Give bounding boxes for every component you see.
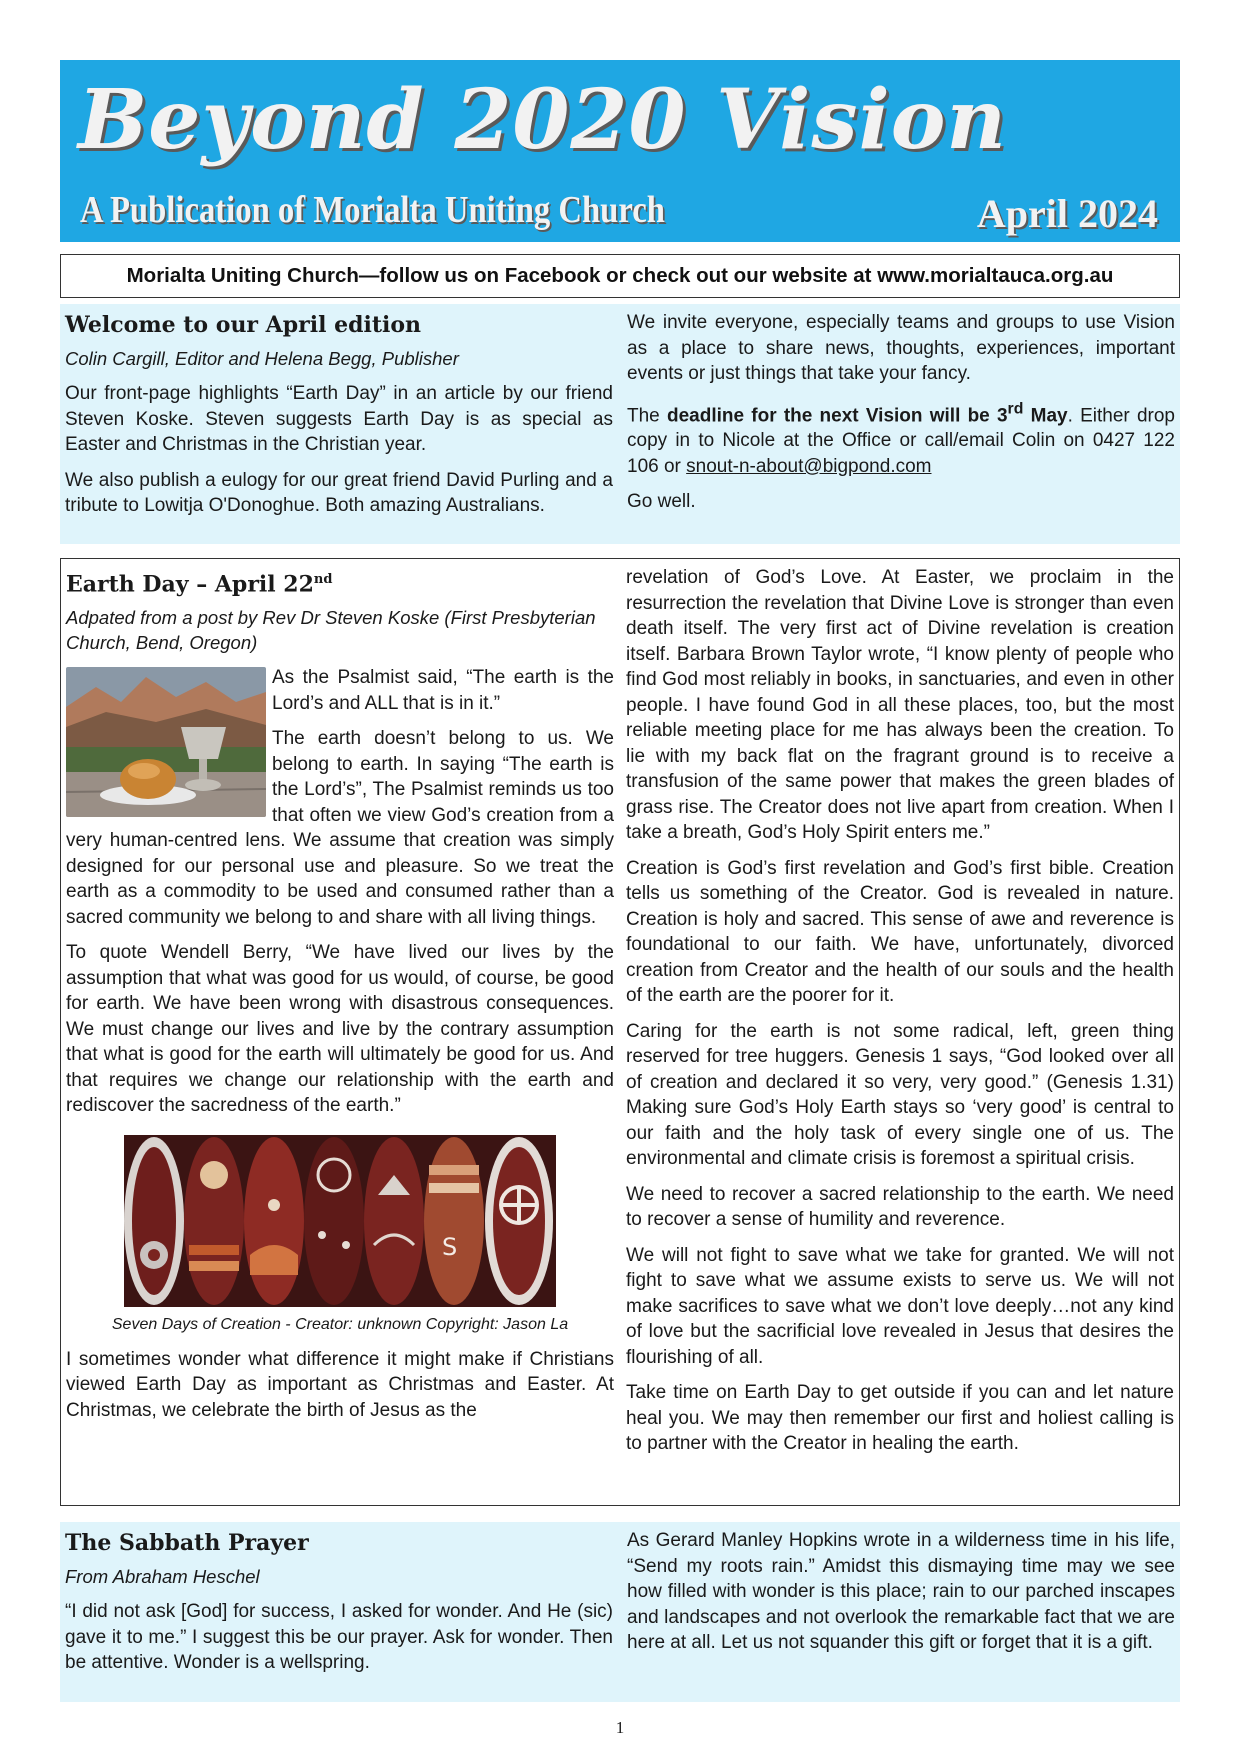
earth-day-paragraph: To quote Wendell Berry, “We have lived our lives by the assumption that what was good for us would, of course, be good for earth. We have been wrong with disastrous consequences. We must change our lives and live by the contrary assumption that what is good for the earth will ultimately be good for us. And that requires we change our relationship with the earth and rediscover the sacredness of the earth.”	[66, 942, 614, 1117]
edition-date: April 2024	[976, 191, 1158, 236]
publication-subtitle: A Publication of Morialta Uniting Church	[80, 189, 665, 231]
earth-day-paragraph: I sometimes wonder what difference it might make if Christians viewed Earth Day as important as Christmas and Easter. At Christmas, we celebrate the birth of Jesus as the	[66, 1348, 614, 1421]
earth-day-left-column	[66, 565, 614, 1457]
welcome-heading: Welcome to our April edition	[65, 312, 422, 338]
earth-day-byline: Adpated from a post by Rev Dr Steven Koske (First Presbyterian Church, Bend, Oregon)	[66, 607, 596, 654]
earth-day-heading	[66, 565, 614, 599]
deadline-bold-month: May	[1023, 404, 1068, 426]
bread-chalice-image	[66, 667, 266, 817]
masthead-banner	[60, 60, 1180, 242]
welcome-byline: Colin Cargill, Editor and Helena Begg, Publisher	[65, 348, 459, 369]
publication-title: Beyond 2020 Vision	[78, 72, 1008, 168]
social-links-line: Morialta Uniting Church—follow us on Facebook or check out our website at www.morialtauca.org.au	[60, 254, 1180, 298]
deadline-lead: The	[627, 404, 667, 426]
svg-text:S: S	[442, 1232, 458, 1261]
welcome-paragraph: We invite everyone, especially teams and groups to use Vision as a place to share news, thoughts, experiences, important events or just things that take your fancy.	[627, 312, 1175, 384]
earth-day-paragraph: Creation is God’s first revelation and God’s first bible. Creation tells us something of the Creator. God is revealed in nature. Creation is holy and sacred. This sense of awe and reverence is foundational to our faith. We have, unfortunately, divorced creation from Creator and the health of our souls and the health of the earth are the poorer for it.	[626, 857, 1174, 1006]
welcome-left-column	[65, 310, 613, 519]
earth-day-heading-text: Earth Day – April 22	[66, 571, 314, 598]
earth-day-section	[60, 558, 1180, 1506]
welcome-paragraph: Our front-page highlights “Earth Day” in an article by our friend Steven Koske. Steven suggests Earth Day is as special as Easter and Christmas in the Christian year.	[65, 383, 613, 455]
earth-day-paragraph: We need to recover a sacred relationship to the earth. We need to recover a sense of humility and reverence.	[626, 1183, 1174, 1230]
welcome-right-column	[627, 310, 1175, 519]
earth-day-heading-sup: nd	[313, 572, 333, 587]
earth-day-paragraph: The earth doesn’t belong to us. We belong to earth. In saying “The earth is the Lord’s”, The Psalmist reminds us too that often we view God’s creation from a very human-centred lens. We assume that creation was simply designed for our personal use and pleasure. So we treat the earth as a commodity to be used and consumed rather than a sacred community we belong to and share with all living things.	[66, 728, 614, 928]
welcome-paragraph: We also publish a eulogy for our great friend David Purling and a tribute to Lowitja O'Donoghue. Both amazing Australians.	[65, 469, 613, 516]
earth-day-paragraph: Caring for the earth is not some radical, left, green thing reserved for tree huggers. Genesis 1 says, “God looked over all of creation and declared it so very, very good.” (Genesis 1.31) Making sure God’s Holy Earth stays so ‘very good’ is central to our faith and the holy task of every single one of us. The environmental and climate crisis is foremost a spiritual crisis.	[626, 1020, 1174, 1169]
sabbath-left-column	[65, 1528, 613, 1676]
deadline-text: . Either drop copy in to Nicole at the Office or call/email Colin on 0427 122 106 or	[627, 404, 1175, 477]
seven-days-of-creation-artwork	[124, 1135, 556, 1307]
email-link[interactable]: snout-n-about@bigpond.com	[686, 455, 932, 477]
earth-day-right-column	[626, 565, 1174, 1457]
earth-day-paragraph: As the Psalmist said, “The earth is the Lord’s and ALL that is in it.”	[272, 667, 614, 714]
welcome-section	[60, 304, 1180, 544]
earth-day-paragraph: We will not fight to save what we take for granted. We will not fight to save what we assume exists to serve us. We will not make sacrifices to save what we don’t love deeply…not any kind of love but the sacrificial love revealed in Jesus that desires the flourishing of all.	[626, 1244, 1174, 1368]
artwork-caption: Seven Days of Creation - Creator: unknown Copyright: Jason La	[111, 1315, 569, 1333]
deadline-sup: rd	[1007, 400, 1024, 418]
sabbath-right-column	[627, 1528, 1175, 1676]
bread-and-chalice-photo	[66, 667, 266, 817]
sabbath-heading: The Sabbath Prayer	[65, 1530, 309, 1556]
artwork-figure	[66, 1135, 614, 1307]
page-number: 1	[615, 1718, 625, 1737]
sabbath-prayer-section	[60, 1522, 1180, 1702]
earth-day-paragraph: revelation of God’s Love. At Easter, we proclaim in the resurrection the revelation that Divine Love is stronger than even death itself. The very first act of Divine revelation is creation itself. Barbara Brown Taylor wrote, “I know plenty of people who find God most reliably in books, in sanctuaries, and even in other people. I have found God in all these places, too, but the most reliable meeting place for me has always been the creation. To lie with my back flat on the fragrant ground is to receive a transfusion of the same power that makes the green blades of grass rise. The Creator does not live apart from creation. When I take a breath, God’s Holy Spirit enters me.”	[626, 567, 1174, 843]
sabbath-paragraph: “I did not ask [God] for success, I asked for wonder. And He (sic) gave it to me.” I suggest this be our prayer. Ask for wonder. Then be attentive. Wonder is a wellspring.	[65, 1601, 613, 1673]
earth-day-paragraph: Take time on Earth Day to get outside if you can and let nature heal you. We may then remember our first and holiest calling is to partner with the Creator in healing the earth.	[626, 1382, 1174, 1454]
sabbath-byline: From Abraham Heschel	[65, 1566, 260, 1587]
welcome-paragraph: Go well.	[627, 491, 696, 513]
sabbath-paragraph: As Gerard Manley Hopkins wrote in a wilderness time in his life, “Send my roots rain.” Amidst this dismaying time may we see how filled with wonder is this place; rain to our parched inscapes and landscapes and not overlook the remarkable fact that we are here at all. Let us not squander this gift or forget that it is a gift.	[627, 1530, 1175, 1653]
deadline-bold: deadline for the next Vision will be 3	[666, 404, 1008, 426]
deadline-paragraph	[627, 397, 1175, 480]
